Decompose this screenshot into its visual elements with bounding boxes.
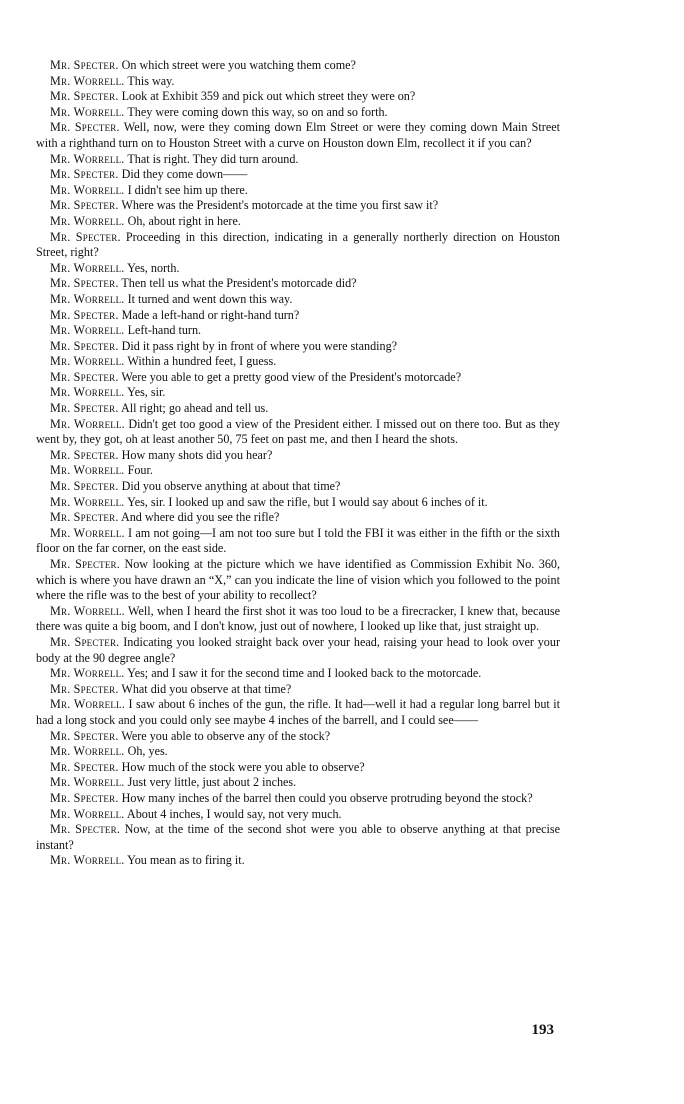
testimony-paragraph — [36, 417, 560, 448]
testimony-paragraph — [36, 853, 560, 869]
speech-text: Proceeding in this direction, indicating in a generally northerly direction on Houston Street, right? — [36, 229, 560, 260]
speaker-label: Mr. Specter. — [50, 681, 119, 696]
testimony-paragraph — [36, 370, 560, 386]
speech-text: On which street were you watching them come? — [121, 58, 356, 72]
speech-text: And where did you see the rifle? — [120, 510, 280, 525]
speaker-label: Mr. Specter. — [50, 276, 119, 291]
speech-text: Were you able to observe any of the stock? — [121, 728, 331, 743]
speech-text: How many shots did you hear? — [121, 447, 273, 462]
speaker-label: Mr. Specter. — [50, 229, 121, 244]
speaker-label: Mr. Worrell. — [50, 494, 125, 509]
speaker-label: Mr. Worrell. — [50, 603, 125, 618]
testimony-paragraph — [36, 666, 560, 682]
testimony-paragraph — [36, 495, 560, 511]
testimony-paragraph — [36, 105, 560, 121]
testimony-paragraph — [36, 697, 560, 728]
speaker-label: Mr. Worrell. — [50, 463, 125, 478]
testimony-paragraph — [36, 308, 560, 324]
testimony-paragraph — [36, 635, 560, 666]
speaker-label: Mr. Worrell. — [50, 385, 125, 400]
speaker-label: Mr. Worrell. — [50, 104, 125, 119]
speaker-label: Mr. Worrell. — [50, 323, 125, 338]
speaker-label: Mr. Specter. — [50, 447, 119, 462]
speaker-label: Mr. Specter. — [50, 401, 119, 416]
testimony-paragraph — [36, 58, 560, 74]
speaker-label: Mr. Worrell. — [50, 806, 125, 821]
testimony-paragraph — [36, 89, 560, 105]
speech-text: Yes, sir. — [127, 385, 166, 400]
speech-text: You mean as to firing it. — [127, 853, 245, 868]
speaker-label: Mr. Worrell. — [50, 260, 125, 275]
speech-text: Yes, sir. I looked up and saw the rifle, but I would say about 6 inches of it. — [127, 494, 488, 509]
speaker-label: Mr. Specter. — [50, 634, 120, 649]
speech-text: This way. — [127, 73, 175, 88]
speech-text: Where was the President's motorcade at the time you first saw it? — [121, 198, 439, 213]
speech-text: I saw about 6 inches of the gun, the rifle. It had—well it had a regular long barrel but it had a long stock and you could only see maybe 4 inches of the barrell, and I could see—— — [36, 697, 560, 727]
testimony-paragraph — [36, 557, 560, 604]
speech-text: Made a left-hand or right-hand turn? — [121, 307, 300, 322]
testimony-paragraph — [36, 463, 560, 479]
speaker-label: Mr. Worrell. — [50, 525, 125, 540]
speech-text: I am not going—I am not too sure but I told the FBI it was either in the fifth or the sixth floor on the far corner, on the east side. — [36, 525, 560, 556]
speech-text: Oh, about right in here. — [127, 213, 241, 228]
testimony-paragraph — [36, 261, 560, 277]
speaker-label: Mr. Specter. — [50, 510, 119, 525]
speaker-label: Mr. Worrell. — [50, 697, 125, 712]
testimony-paragraph — [36, 276, 560, 292]
speaker-label: Mr. Specter. — [50, 89, 119, 104]
testimony-paragraph — [36, 760, 560, 776]
speaker-label: Mr. Specter. — [50, 167, 119, 182]
testimony-paragraph — [36, 822, 560, 853]
testimony-paragraph — [36, 120, 560, 151]
testimony-paragraph — [36, 401, 560, 417]
speech-text: Well, now, were they coming down Elm Street or were they coming down Main Street with a righthand turn on to Houston Street with a curve on Houston down Elm, recollect it if you can? — [36, 120, 560, 150]
testimony-paragraph — [36, 448, 560, 464]
speech-text: Were you able to get a pretty good view of the President's motorcade? — [121, 369, 462, 384]
testimony-paragraph — [36, 198, 560, 214]
speech-text: That is right. They did turn around. — [127, 151, 299, 166]
speech-text: It turned and went down this way. — [127, 291, 293, 306]
speech-text: Didn't get too good a view of the President either. I missed out on there too. But as they went by, they got, oh at least another 50, 75 feet on past me, and then I heard the shots. — [36, 416, 560, 447]
speech-text: How many inches of the barrel then could you observe protruding beyond the stock? — [121, 790, 533, 805]
speech-text: I didn't see him up there. — [127, 182, 248, 197]
testimony-paragraph — [36, 775, 560, 791]
speech-text: What did you observe at that time? — [121, 681, 292, 696]
testimony-paragraph — [36, 214, 560, 230]
speech-text: They were coming down this way, so on and so forth. — [127, 104, 388, 119]
speech-text: Then tell us what the President's motorcade did? — [121, 276, 357, 291]
speaker-label: Mr. Worrell. — [50, 291, 125, 306]
speaker-label: Mr. Specter. — [50, 120, 120, 135]
speech-text: Did you observe anything at about that time? — [121, 479, 341, 494]
speech-text: Oh, yes. — [127, 744, 168, 759]
speaker-label: Mr. Worrell. — [50, 213, 125, 228]
testimony-paragraph — [36, 510, 560, 526]
testimony-paragraph — [36, 152, 560, 168]
speech-text: Yes, north. — [127, 260, 180, 275]
speaker-label: Mr. Worrell. — [50, 853, 125, 868]
speaker-label: Mr. Specter. — [50, 479, 119, 494]
speaker-label: Mr. Worrell. — [50, 416, 125, 431]
speaker-label: Mr. Specter. — [50, 58, 119, 72]
testimony-paragraph — [36, 354, 560, 370]
speech-text: Within a hundred feet, I guess. — [127, 354, 277, 369]
testimony-paragraph — [36, 744, 560, 760]
speech-text: How much of the stock were you able to observe? — [121, 759, 365, 774]
speech-text: Look at Exhibit 359 and pick out which street they were on? — [121, 89, 416, 104]
speaker-label: Mr. Specter. — [50, 557, 120, 571]
testimony-paragraph — [36, 807, 560, 823]
testimony-paragraph — [36, 479, 560, 495]
speaker-label: Mr. Specter. — [50, 822, 121, 837]
testimony-paragraph — [36, 385, 560, 401]
speaker-label: Mr. Specter. — [50, 790, 119, 805]
speaker-label: Mr. Worrell. — [50, 666, 125, 681]
speech-text: Yes; and I saw it for the second time and I looked back to the motorcade. — [127, 666, 482, 681]
speaker-label: Mr. Worrell. — [50, 744, 125, 759]
testimony-paragraph — [36, 682, 560, 698]
speaker-label: Mr. Worrell. — [50, 354, 125, 369]
testimony-paragraph — [36, 230, 560, 261]
speech-text: Indicating you looked straight back over your head, raising your head to look over your body at the 90 degree angle? — [36, 634, 560, 665]
testimony-paragraph — [36, 183, 560, 199]
speech-text: All right; go ahead and tell us. — [120, 401, 269, 416]
testimony-paragraph — [36, 339, 560, 355]
speech-text: Four. — [127, 463, 153, 478]
speaker-label: Mr. Worrell. — [50, 151, 125, 166]
speech-text: Now looking at the picture which we have identified as Commission Exhibit No. 360, which is where you have drawn an “X,” can you indicate the line of vision which you followed to the point where the rifle was to the best of your ability to recollect? — [36, 557, 560, 603]
speech-text: Just very little, just about 2 inches. — [127, 775, 297, 790]
speech-text: Well, when I heard the first shot it was too loud to be a firecracker, I knew that, because there was quite a big boom, and I don't know, just out of nowhere, I looked up like that, just straight up. — [36, 603, 560, 634]
testimony-transcript — [36, 58, 560, 869]
speaker-label: Mr. Specter. — [50, 198, 119, 213]
speech-text: Did it pass right by in front of where you were standing? — [121, 338, 398, 353]
testimony-paragraph — [36, 729, 560, 745]
speaker-label: Mr. Worrell. — [50, 73, 125, 88]
speaker-label: Mr. Worrell. — [50, 775, 125, 790]
speaker-label: Mr. Worrell. — [50, 182, 125, 197]
speech-text: Did they come down—— — [121, 167, 248, 182]
testimony-paragraph — [36, 292, 560, 308]
speaker-label: Mr. Specter. — [50, 369, 119, 384]
page-number: 193 — [531, 1022, 554, 1038]
testimony-paragraph — [36, 791, 560, 807]
testimony-paragraph — [36, 323, 560, 339]
speech-text: Left-hand turn. — [127, 323, 202, 338]
speaker-label: Mr. Specter. — [50, 728, 119, 743]
speaker-label: Mr. Specter. — [50, 338, 119, 353]
testimony-paragraph — [36, 526, 560, 557]
speech-text: Now, at the time of the second shot were you able to observe anything at that precise instant? — [36, 822, 560, 852]
speaker-label: Mr. Specter. — [50, 759, 119, 774]
speaker-label: Mr. Specter. — [50, 307, 119, 322]
testimony-paragraph — [36, 167, 560, 183]
speech-text: About 4 inches, I would say, not very much. — [126, 806, 342, 821]
testimony-paragraph — [36, 74, 560, 90]
testimony-paragraph — [36, 604, 560, 635]
